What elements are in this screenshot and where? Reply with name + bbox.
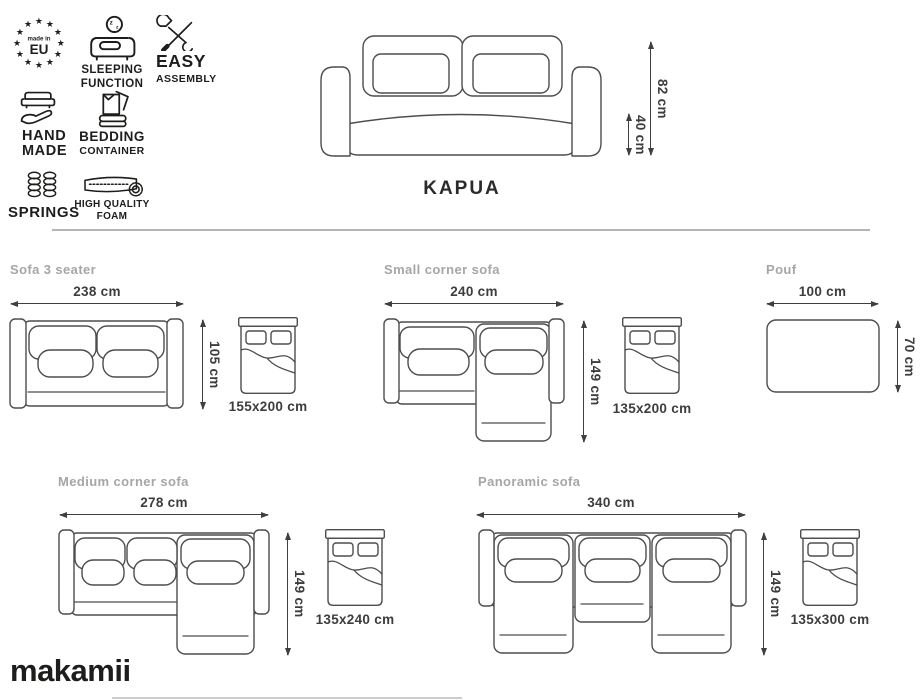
sofa-3-seater-top-view (9, 318, 184, 411)
variant4-width-arrow (60, 514, 268, 515)
total-height-arrow (650, 42, 651, 155)
seat-height-arrow (628, 114, 629, 155)
variant3-width-label: 100 cm (798, 284, 847, 299)
bottom-divider (112, 697, 462, 699)
variant-title-panoramic-sofa: Panoramic sofa (478, 474, 581, 489)
svg-text:★: ★ (34, 16, 44, 27)
variant4-depth-arrow (287, 533, 288, 655)
variant2-width-arrow (385, 303, 563, 304)
svg-text:z: z (116, 25, 119, 31)
svg-text:★: ★ (45, 57, 55, 68)
variant2-width-label: 240 cm (450, 284, 498, 299)
eu-label: EU (29, 41, 49, 57)
variant1-width-label: 238 cm (73, 284, 121, 299)
variant1-bed-icon (238, 317, 298, 395)
seat-height-label: 40 cm (633, 115, 648, 155)
svg-text:★: ★ (56, 38, 65, 49)
svg-text:★: ★ (13, 38, 22, 49)
springs-label: SPRINGS (8, 204, 80, 221)
variant2-bed-icon (622, 317, 682, 395)
svg-text:★: ★ (23, 19, 33, 30)
variant-title-sofa-3-seater: Sofa 3 seater (10, 262, 97, 277)
variant5-width-label: 340 cm (587, 495, 635, 510)
variant5-width-arrow (477, 514, 745, 515)
total-height-label: 82 cm (655, 79, 670, 119)
sleeping-function-label: SLEEPING FUNCTION (80, 64, 144, 90)
hand-made-icon (18, 88, 58, 130)
bedding-container-label: BEDDING CONTAINER (79, 129, 145, 157)
svg-text:★: ★ (23, 57, 33, 68)
variant4-bed-size-label: 135x240 cm (315, 612, 395, 627)
hand-made-label: HAND MADE (22, 128, 68, 159)
svg-text:★: ★ (15, 49, 25, 60)
variant-title-medium-corner-sofa: Medium corner sofa (58, 474, 189, 489)
variant1-width-arrow (11, 303, 183, 304)
variant4-bed-icon (325, 529, 385, 607)
variant3-depth-label: 70 cm (902, 336, 917, 377)
sofa-front-view-drawing (315, 27, 607, 160)
svg-text:z: z (109, 19, 113, 27)
svg-text:★: ★ (15, 27, 25, 38)
variant2-bed-size-label: 135x200 cm (612, 401, 692, 416)
variant2-depth-arrow (583, 321, 584, 442)
header-divider (52, 229, 870, 231)
bedding-container-icon (93, 88, 131, 130)
high-quality-foam-label: HIGH QUALITY FOAM (74, 199, 150, 222)
variant4-width-label: 278 cm (140, 495, 188, 510)
easy-assembly-label: EASY ASSEMBLY (156, 51, 217, 85)
features-panel (0, 0, 230, 230)
springs-icon (23, 170, 61, 200)
variant5-bed-size-label: 135x300 cm (790, 612, 870, 627)
svg-text:★: ★ (53, 49, 63, 60)
small-corner-sofa-top-view (383, 318, 565, 443)
variant3-depth-arrow (897, 321, 898, 392)
variant1-bed-size-label: 155x200 cm (228, 399, 308, 414)
made-in-label: made in (27, 35, 51, 43)
variant5-depth-label: 149 cm (768, 570, 783, 618)
variant5-depth-arrow (763, 533, 764, 655)
product-name: KAPUA (423, 178, 501, 199)
svg-text:★: ★ (34, 59, 44, 70)
svg-text:★: ★ (53, 27, 63, 38)
made-in-eu-icon (11, 15, 67, 71)
variant4-depth-label: 149 cm (292, 570, 307, 618)
variant1-depth-arrow (202, 320, 203, 409)
medium-corner-sofa-top-view (58, 529, 270, 657)
easy-assembly-icon (155, 15, 199, 51)
pouf-top-view (766, 319, 880, 393)
brand-logo: makamii (10, 653, 131, 688)
variant3-width-arrow (767, 303, 878, 304)
variant-title-pouf: Pouf (766, 262, 797, 277)
svg-text:★: ★ (45, 19, 55, 30)
variant-title-small-corner-sofa: Small corner sofa (384, 262, 500, 277)
high-quality-foam-icon (81, 172, 143, 199)
variant2-depth-label: 149 cm (588, 357, 603, 406)
variant5-bed-icon (800, 529, 860, 607)
panoramic-sofa-top-view (478, 529, 747, 657)
variant1-depth-label: 105 cm (207, 340, 222, 389)
sleeping-function-icon (86, 14, 138, 62)
